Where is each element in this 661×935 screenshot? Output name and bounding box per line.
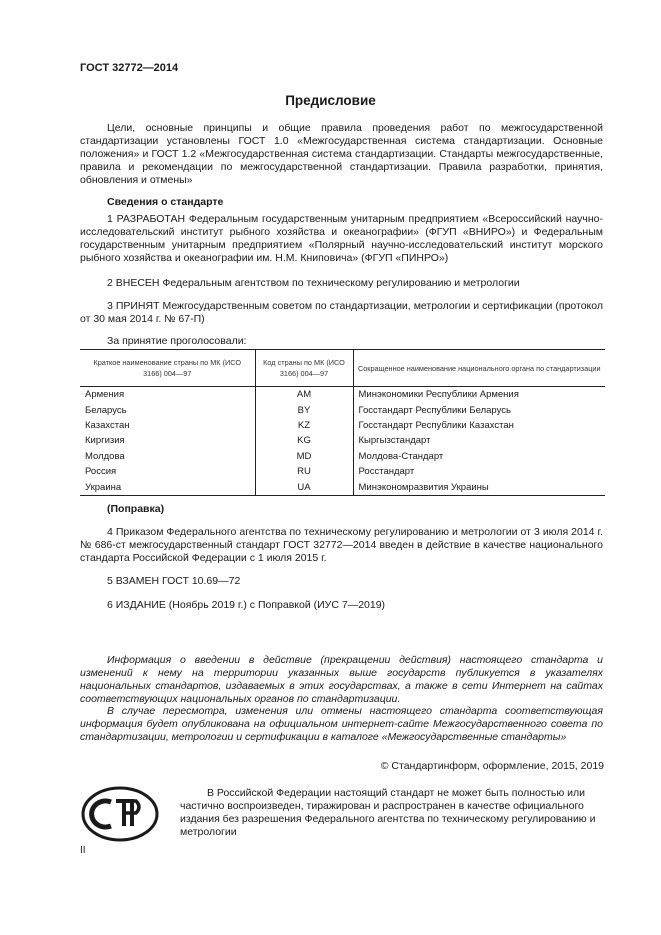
page-title: Предисловие: [285, 93, 376, 108]
table-row: [80, 464, 605, 479]
cell-body: Госстандарт Республики Беларусь: [353, 402, 605, 417]
cell-code: BY: [255, 402, 353, 417]
item-adopted: 3 ПРИНЯТ Межгосударственным советом по стандартизации, метрологии и сертификации (протокол от 30 мая 2014 г. № 67-П): [80, 300, 603, 325]
cell-country: Украина: [80, 479, 255, 495]
page-number: II: [80, 845, 86, 856]
table-row: [80, 418, 605, 433]
cell-country: Казахстан: [80, 418, 255, 433]
cell-code: MD: [255, 449, 353, 464]
table-row: [80, 449, 605, 464]
table-row: [80, 433, 605, 448]
cell-body: Росстандарт: [353, 464, 605, 479]
cell-body: Минэкономики Республики Армения: [353, 387, 605, 403]
table-row: [80, 479, 605, 495]
cell-body: Госстандарт Республики Казахстан: [353, 418, 605, 433]
rf-reproduction-notice: В Российской Федерации настоящий стандарт не может быть полностью или частично воспроизведен, тиражирован и распространен в качестве официального издания без разрешения Федерального агентства по техническому регулированию и метрологии: [180, 787, 596, 838]
cell-country: Армения: [80, 387, 255, 403]
cell-body: Кыргызстандарт: [353, 433, 605, 448]
intro-paragraph: Цели, основные принципы и общие правила проведения работ по межгосударственной стандартизации установлены ГОСТ 1.0 «Межгосударственная система стандартизации. Основные положения» и ГОСТ 1.2 «Межгосударственная система стандартизации. Стандарты межгосударственные, правила и рекомендации по межгосударственной стандартизации. Правила разработки, принятия, обновления и отмены»: [80, 122, 603, 186]
cell-country: Россия: [80, 464, 255, 479]
cell-code: KG: [255, 433, 353, 448]
header-standards-body: Сокращенное наименование национального органа по стандартизации: [353, 350, 605, 387]
voted-label: За принятие проголосовали:: [107, 335, 247, 347]
cell-body: Минэкономразвития Украины: [353, 479, 605, 495]
voting-countries-table: [80, 349, 605, 496]
cell-code: RU: [255, 464, 353, 479]
table-row: [80, 387, 605, 403]
item-introduced: 2 ВНЕСЕН Федеральным агентством по техническому регулированию и метрологии: [107, 277, 520, 289]
cell-country: Молдова: [80, 449, 255, 464]
notice-paragraph-1: Информация о введении в действие (прекращении действия) настоящего стандарта и изменений к нему на территории указанных выше государств публикуется в указателях национальных стандартов, издаваемых в этих государствах, а также в сети Интернет на сайтах соответствующих национальных органов по стандартизации.: [80, 654, 603, 705]
cell-code: AM: [255, 387, 353, 403]
document-code: ГОСТ 32772—2014: [80, 62, 179, 74]
cell-code: UA: [255, 479, 353, 495]
gost-r-logo-icon: [80, 785, 160, 843]
item-replaces: 5 ВЗАМЕН ГОСТ 10.69—72: [107, 575, 241, 587]
item-edition: 6 ИЗДАНИЕ (Ноябрь 2019 г.) с Поправкой (ИУС 7—2019): [107, 599, 386, 611]
cell-country: Киргизия: [80, 433, 255, 448]
cell-country: Беларусь: [80, 402, 255, 417]
cell-body: Молдова-Стандарт: [353, 449, 605, 464]
amendment-note: (Поправка): [107, 503, 165, 515]
item-developed: 1 РАЗРАБОТАН Федеральным государственным унитарным предприятием «Всероссийский научно-исследовательский институт рыбного хозяйства и океанографии» (ФГУП «ВНИРО») и Федеральным государственным унитарным предприятием «Полярный научно-исследовательский институт морского рыбного хозяйства и океанографии им. Н.М. Книповича» (ФГУП «ПИНРО»): [80, 213, 603, 264]
item-order: 4 Приказом Федерального агентства по техническому регулированию и метрологии от 3 июля 2014 г. № 686-ст межгосударственный стандарт ГОСТ 32772—2014 введен в действие в качестве национального стандарта Российской Федерации с 1 июля 2015 г.: [80, 526, 603, 564]
cell-code: KZ: [255, 418, 353, 433]
header-country-name: Краткое наименование страны по МК (ИСО 3166) 004—97: [80, 350, 255, 387]
table-header-row: [80, 350, 605, 387]
info-heading: Сведения о стандарте: [107, 196, 224, 208]
notice-paragraph-2: В случае пересмотра, изменения или отмены настоящего стандарта соответствующая информация будет опубликована на официальном интернет-сайте Межгосударственного совета по стандартизации, метрологии и сертификации в каталоге «Межгосударственные стандарты»: [80, 705, 603, 743]
header-country-code: Код страны по МК (ИСО 3166) 004—97: [255, 350, 353, 387]
copyright-line: © Стандартинформ, оформление, 2015, 2019: [380, 760, 604, 772]
table-row: [80, 402, 605, 417]
